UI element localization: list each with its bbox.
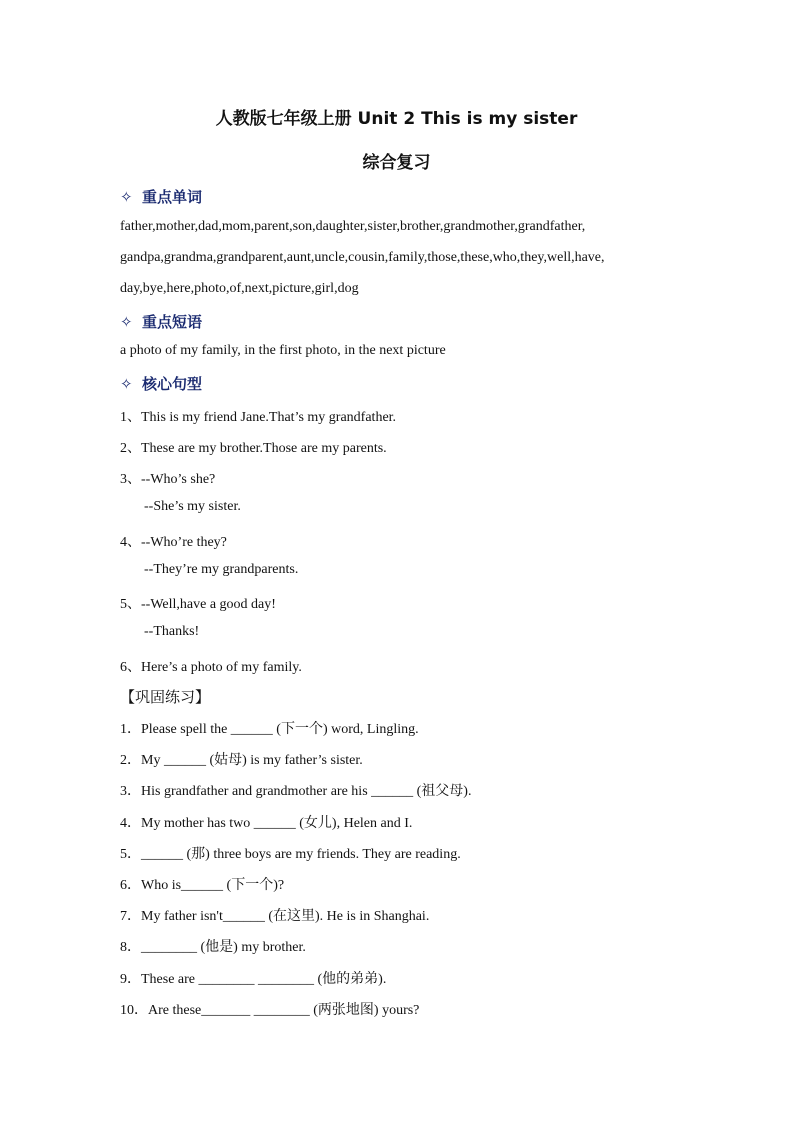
sentence-line: --Thanks!: [144, 624, 200, 639]
practice-item: 9．These are ________ ________ (他的弟弟).: [120, 972, 387, 987]
words-line: father,mother,dad,mom,parent,son,daughter,sister,brother,grandmother,grandfather,: [120, 219, 586, 234]
practice-item: 6．Who is______ (下一个)?: [120, 878, 285, 893]
practice-item: 1．Please spell the ______ (下一个) word, Lingling.: [120, 722, 419, 737]
diamond-star-icon: ✧: [120, 188, 133, 206]
section-heading-label: 重点单词: [142, 188, 203, 206]
section-heading-label: 核心句型: [142, 375, 203, 393]
practice-item: 3．His grandfather and grandmother are his ______ (祖父母).: [120, 784, 472, 799]
page-title: 人教版七年级上册 Unit 2 This is my sister: [215, 109, 578, 129]
section-heading-sentences: [120, 373, 202, 394]
words-line: gandpa,grandma,grandparent,aunt,uncle,cousin,family,those,these,who,they,well,have,: [120, 250, 605, 265]
sentence-line: --They’re my grandparents.: [144, 562, 299, 577]
section-heading-phrases: [120, 311, 202, 332]
diamond-star-icon: ✧: [120, 375, 133, 393]
sentence-line: 2、These are my brother.Those are my parents.: [120, 441, 387, 456]
practice-heading: 【巩固练习】: [120, 688, 211, 706]
sentence-line: --She’s my sister.: [144, 499, 241, 514]
words-line: day,bye,here,photo,of,next,picture,girl,dog: [120, 281, 359, 296]
page-subtitle: 综合复习: [362, 153, 431, 173]
practice-item: 10．Are these_______ ________ (两张地图) yours?: [120, 1003, 420, 1018]
sentence-line: 5、--Well,have a good day!: [120, 597, 276, 612]
sentence-line: 4、--Who’re they?: [120, 535, 227, 550]
diamond-star-icon: ✧: [120, 313, 133, 331]
practice-item: 5．______ (那) three boys are my friends. They are reading.: [120, 847, 461, 862]
section-heading-label: 重点短语: [142, 313, 203, 331]
sentence-line: 1、This is my friend Jane.That’s my grandfather.: [120, 410, 397, 425]
practice-item: 4．My mother has two ______ (女儿), Helen and I.: [120, 816, 413, 831]
practice-item: 8．________ (他是) my brother.: [120, 940, 306, 955]
practice-item: 7．My father isn't______ (在这里). He is in Shanghai.: [120, 909, 430, 924]
sentence-line: 6、Here’s a photo of my family.: [120, 660, 302, 675]
sentence-line: 3、--Who’s she?: [120, 472, 216, 487]
section-heading-words: [120, 186, 202, 207]
phrases-line: a photo of my family, in the first photo, in the next picture: [120, 343, 446, 358]
practice-item: 2．My ______ (姑母) is my father’s sister.: [120, 753, 363, 768]
